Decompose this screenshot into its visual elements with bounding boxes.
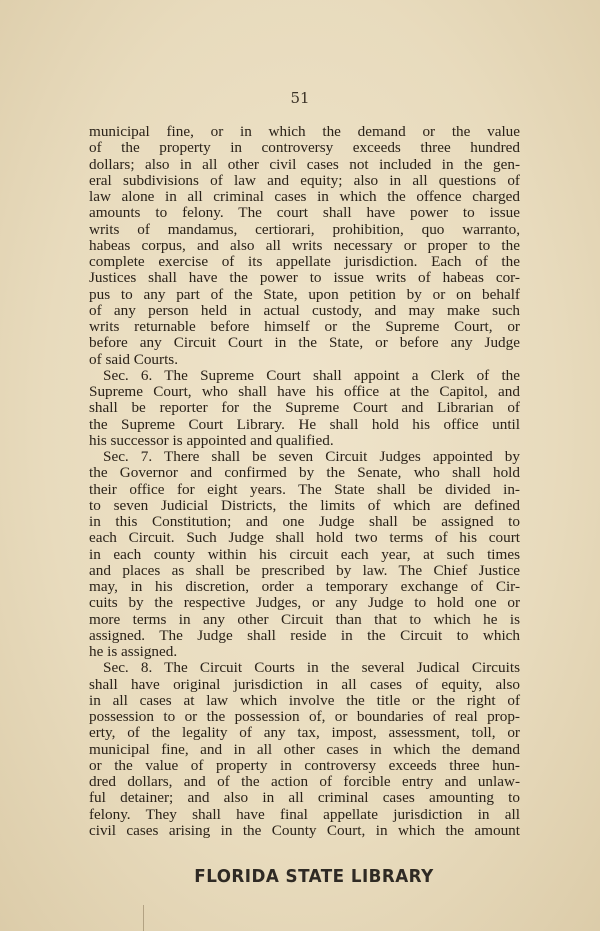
paper-fold-mark [143, 905, 144, 931]
text-line: in each county within his circuit each year, at such times [89, 545, 520, 563]
text-line: writs of mandamus, certiorari, prohibition, quo warranto, [89, 220, 520, 238]
text-line: of said Courts. [89, 350, 179, 368]
text-line: municipal fine, and in all other cases in which the demand [89, 740, 520, 758]
body-text [89, 124, 520, 839]
text-line: dred dollars, and of the action of forcible entry and unlaw- [89, 773, 520, 790]
text-line: Justices shall have the power to issue writs of habeas cor- [89, 269, 520, 287]
text-line: civil cases arising in the County Court, in which the amount [89, 821, 520, 839]
text-line: writs returnable before himself or the Supreme Court, or [89, 318, 520, 335]
text-line: dollars; also in all other civil cases not included in the gen- [89, 155, 520, 173]
text-line: Sec. 6. The Supreme Court shall appoint a Clerk of the [103, 366, 520, 384]
library-stamp: FLORIDA STATE LIBRARY [194, 866, 434, 887]
text-line: or the value of property in controversy exceeds three hun- [89, 756, 520, 774]
text-line: to seven Judicial Districts, the limits of which are defined [89, 496, 520, 514]
text-line: each Circuit. Such Judge shall hold two terms of his court [89, 529, 520, 547]
text-line: possession to or the possession of, or boundaries of real prop- [89, 708, 520, 725]
text-line: the Governor and confirmed by the Senate, who shall hold [89, 464, 520, 482]
text-line: assigned. The Judge shall reside in the Circuit to which [89, 626, 520, 644]
text-line: law alone in all criminal cases in which the offence charged [89, 188, 520, 205]
text-line: his successor is appointed and qualified. [89, 431, 334, 449]
text-line: he is assigned. [89, 643, 178, 660]
text-line: Sec. 8. The Circuit Courts in the several Judical Circuits [103, 659, 520, 677]
text-line: of the property in controversy exceeds three hundred [89, 139, 520, 157]
text-line: in this Constitution; and one Judge shall be assigned to [89, 513, 520, 530]
text-line: amounts to felony. The court shall have power to issue [89, 204, 520, 222]
text-line: pus to any part of the State, upon petition by or on behalf [89, 285, 520, 303]
page-number: 51 [290, 89, 310, 107]
text-line: of any person held in actual custody, and may make such [89, 301, 520, 319]
text-line: shall have original jurisdiction in all cases of equity, also [89, 675, 520, 693]
text-line: more terms in any other Circuit than that to which he is [89, 610, 520, 628]
text-line: shall be reporter for the Supreme Court and Librarian of [89, 399, 520, 417]
text-line: erty, of the legality of any tax, impost, assessment, toll, or [89, 724, 520, 742]
text-line: habeas corpus, and also all writs necessary or proper to the [89, 236, 520, 254]
text-line: Sec. 7. There shall be seven Circuit Judges appointed by [103, 448, 520, 465]
text-line: Supreme Court, who shall have his office at the Capitol, and [89, 383, 520, 400]
text-line: ful detainer; and also in all criminal cases amounting to [89, 789, 520, 807]
text-line: complete exercise of its appellate jurisdiction. Each of the [89, 253, 520, 270]
text-line: in all cases at law which involve the title or the right of [89, 691, 520, 709]
text-line: the Supreme Court Library. He shall hold his office until [89, 415, 520, 433]
text-line: before any Circuit Court in the State, or before any Judge [89, 334, 520, 352]
text-line: may, in his discretion, order a temporary exchange of Cir- [89, 578, 520, 595]
text-line: felony. They shall have final appellate jurisdiction in all [89, 805, 520, 823]
text-line: municipal fine, or in which the demand or the value [89, 123, 520, 140]
text-line: and places as shall be prescribed by law. The Chief Justice [89, 561, 520, 579]
text-line: their office for eight years. The State shall be divided in- [89, 480, 520, 498]
text-line: cuits by the respective Judges, or any Judge to hold one or [89, 594, 520, 612]
text-line: eral subdivisions of law and equity; also in all questions of [89, 171, 520, 189]
